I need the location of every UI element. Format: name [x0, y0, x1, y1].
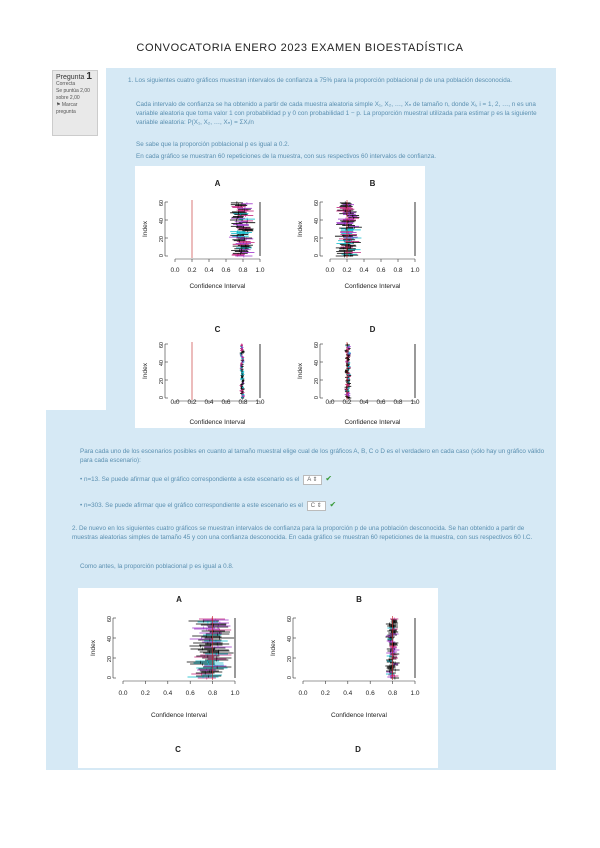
x-tick-label: 0.2: [187, 399, 197, 406]
y-tick-label: 0: [159, 254, 165, 258]
y-axis-label: Index: [270, 640, 277, 656]
x-tick-label: 1.0: [410, 267, 420, 274]
x-tick-label: 0.2: [320, 690, 330, 697]
y-tick-label: 20: [107, 656, 113, 663]
plot-title: A: [176, 595, 182, 604]
y-tick-label: 60: [314, 342, 320, 349]
y-tick-label: 0: [159, 396, 165, 400]
x-axis-label: Confidence Interval: [330, 712, 388, 719]
x-tick-label: 0.8: [393, 267, 403, 274]
y-tick-label: 60: [159, 200, 165, 207]
select-arrow-icon: ⇕: [316, 503, 322, 509]
x-tick-label: 0.6: [376, 399, 386, 406]
question-info-box: [52, 70, 98, 136]
y-axis-label: Index: [142, 221, 149, 237]
plot-title: A: [214, 179, 221, 188]
plot-A2: [90, 595, 240, 719]
question-score: Se puntúa 2,00 sobre 2,00: [56, 88, 90, 101]
x-tick-label: 0.0: [170, 267, 180, 274]
plot-title: B: [369, 179, 376, 188]
bullet-icon: •: [80, 502, 83, 509]
plot-title: B: [356, 595, 362, 604]
x-tick-label: 0.6: [221, 399, 231, 406]
plot-B: [297, 179, 420, 290]
y-tick-label: 40: [287, 636, 293, 643]
plot-A: [142, 179, 265, 290]
q1-instructions: Para cada uno de los escenarios posibles en cuanto al tamaño muestral elige cual de los gráficos A, B, C o D es el verdadero en cada caso (sólo hay un gráfico válido para cada escenario):: [80, 448, 545, 464]
y-tick-label: 20: [159, 236, 165, 243]
answer-select-2[interactable]: C ⇕: [307, 501, 326, 511]
bullet-icon: •: [80, 476, 83, 483]
plot-D: [297, 325, 420, 426]
q1-item-1: • n=13. Se puede afirmar que el gráfico correspondiente a este escenario es el A ⇕ ✔: [80, 474, 333, 483]
flag-icon: ⚑: [56, 102, 61, 108]
y-tick-label: 20: [314, 236, 320, 243]
x-tick-label: 1.0: [255, 399, 265, 406]
y-tick-label: 20: [287, 656, 293, 663]
x-axis-label: Confidence Interval: [189, 283, 246, 290]
x-tick-label: 0.4: [359, 267, 369, 274]
x-tick-label: 0.4: [163, 690, 173, 697]
plot-title: C: [214, 325, 221, 334]
x-tick-label: 0.2: [187, 267, 197, 274]
question-number: Pregunta 1: [56, 71, 92, 82]
y-axis-label: Index: [297, 221, 304, 237]
plot-title: D: [369, 325, 376, 334]
q1-item-2: • n=303. Se puede afirmar que el gráfico correspondiente a este escenario es el C ⇕ ✔: [80, 500, 337, 509]
plot-D2-title: D: [355, 745, 361, 754]
x-axis-label: Confidence Interval: [150, 712, 208, 719]
y-axis-label: Index: [90, 640, 97, 656]
y-tick-label: 60: [287, 616, 293, 623]
y-tick-label: 0: [314, 254, 320, 258]
y-tick-label: 60: [107, 616, 113, 623]
y-tick-label: 20: [314, 378, 320, 385]
y-tick-label: 40: [159, 218, 165, 225]
plot-C: [142, 325, 265, 426]
y-tick-label: 0: [107, 676, 113, 680]
q2-paragraph-2: Como antes, la proporción poblacional p es igual a 0.8.: [80, 563, 234, 570]
y-tick-label: 0: [314, 396, 320, 400]
x-tick-label: 0.0: [118, 690, 128, 697]
answer-select-1[interactable]: A ⇕: [303, 475, 321, 485]
x-tick-label: 0.6: [221, 267, 231, 274]
y-tick-label: 20: [159, 378, 165, 385]
correct-check-icon: ✔: [329, 500, 337, 509]
x-axis-label: Confidence Interval: [344, 283, 401, 290]
x-tick-label: 0.0: [325, 267, 335, 274]
x-tick-label: 0.8: [208, 690, 218, 697]
y-tick-label: 40: [107, 636, 113, 643]
x-tick-label: 0.8: [393, 399, 403, 406]
x-tick-label: 0.8: [238, 399, 248, 406]
plot-B2: [270, 595, 420, 719]
x-tick-label: 0.8: [238, 267, 248, 274]
y-tick-label: 40: [314, 360, 320, 367]
plot-C2-title: C: [175, 745, 181, 754]
x-tick-label: 0.6: [376, 267, 386, 274]
x-tick-label: 1.0: [410, 690, 420, 697]
x-tick-label: 0.6: [365, 690, 375, 697]
q1-plot-grid: [135, 166, 425, 428]
x-tick-label: 0.4: [359, 399, 369, 406]
x-tick-label: 1.0: [230, 690, 240, 697]
q1-paragraph-2: Cada intervalo de confianza se ha obtenido a partir de cada muestra aleatoria simple X₁, X₂, …, Xₙ de tamaño n, donde Xᵢ, i = 1, 2, …, n es una variable aleatoria que toma valor 1 con probabilidad p y 0 con probabilidad 1 − p. La proporción muestral utilizada para estimar p es la siguiente variable aleatoria: P(X₁, X₂, …, Xₙ) = ΣXᵢ/n: [136, 101, 537, 126]
x-tick-label: 0.0: [298, 690, 308, 697]
x-tick-label: 0.8: [388, 690, 398, 697]
x-tick-label: 0.4: [204, 399, 214, 406]
flag-question-link[interactable]: ⚑ Marcar pregunta: [56, 102, 78, 115]
x-tick-label: 0.2: [140, 690, 150, 697]
page-title: CONVOCATORIA ENERO 2023 EXAMEN BIOESTADÍSTICA: [136, 42, 464, 54]
y-axis-label: Index: [297, 363, 304, 379]
x-tick-label: 0.0: [325, 399, 335, 406]
y-tick-label: 0: [287, 676, 293, 680]
q1-paragraph-4: En cada gráfico se muestran 60 repeticiones de la muestra, con sus respectivos 60 intervalos de confianza.: [136, 153, 436, 160]
x-tick-label: 0.4: [204, 267, 214, 274]
x-tick-label: 1.0: [410, 399, 420, 406]
correct-check-icon: ✔: [325, 474, 333, 483]
y-tick-label: 60: [314, 200, 320, 207]
q2-plot-grid: [78, 588, 438, 768]
y-axis-label: Index: [142, 363, 149, 379]
q1-paragraph-3: Se sabe que la proporción poblacional p es igual a 0.2.: [136, 141, 290, 148]
x-tick-label: 0.2: [342, 399, 352, 406]
y-tick-label: 40: [159, 360, 165, 367]
y-tick-label: 60: [159, 342, 165, 349]
x-axis-label: Confidence Interval: [189, 419, 246, 426]
x-axis-label: Confidence Interval: [344, 419, 401, 426]
y-tick-label: 40: [314, 218, 320, 225]
x-tick-label: 1.0: [255, 267, 265, 274]
question-status: Correcta: [56, 81, 76, 87]
x-tick-label: 0.2: [342, 267, 352, 274]
q1-paragraph-1: 1. Los siguientes cuatro gráficos muestran intervalos de confianza a 75% para la proporción poblacional p de una población desconocida.: [128, 77, 513, 84]
x-tick-label: 0.4: [343, 690, 353, 697]
q2-paragraph-1: 2. De nuevo en los siguientes cuatro gráficos se muestran intervalos de confianza para la proporción p de una población desconocida. Se han obtenido a partir de muestras aleatorias simples de tamaño 45 y con una confianza desconocida. En cada gráfico se muestran 60 repeticiones de la muestra, con sus respectivos 60 I.C.: [72, 525, 533, 541]
x-tick-label: 0.6: [185, 690, 195, 697]
select-arrow-icon: ⇕: [312, 477, 318, 483]
x-tick-label: 0.0: [170, 399, 180, 406]
